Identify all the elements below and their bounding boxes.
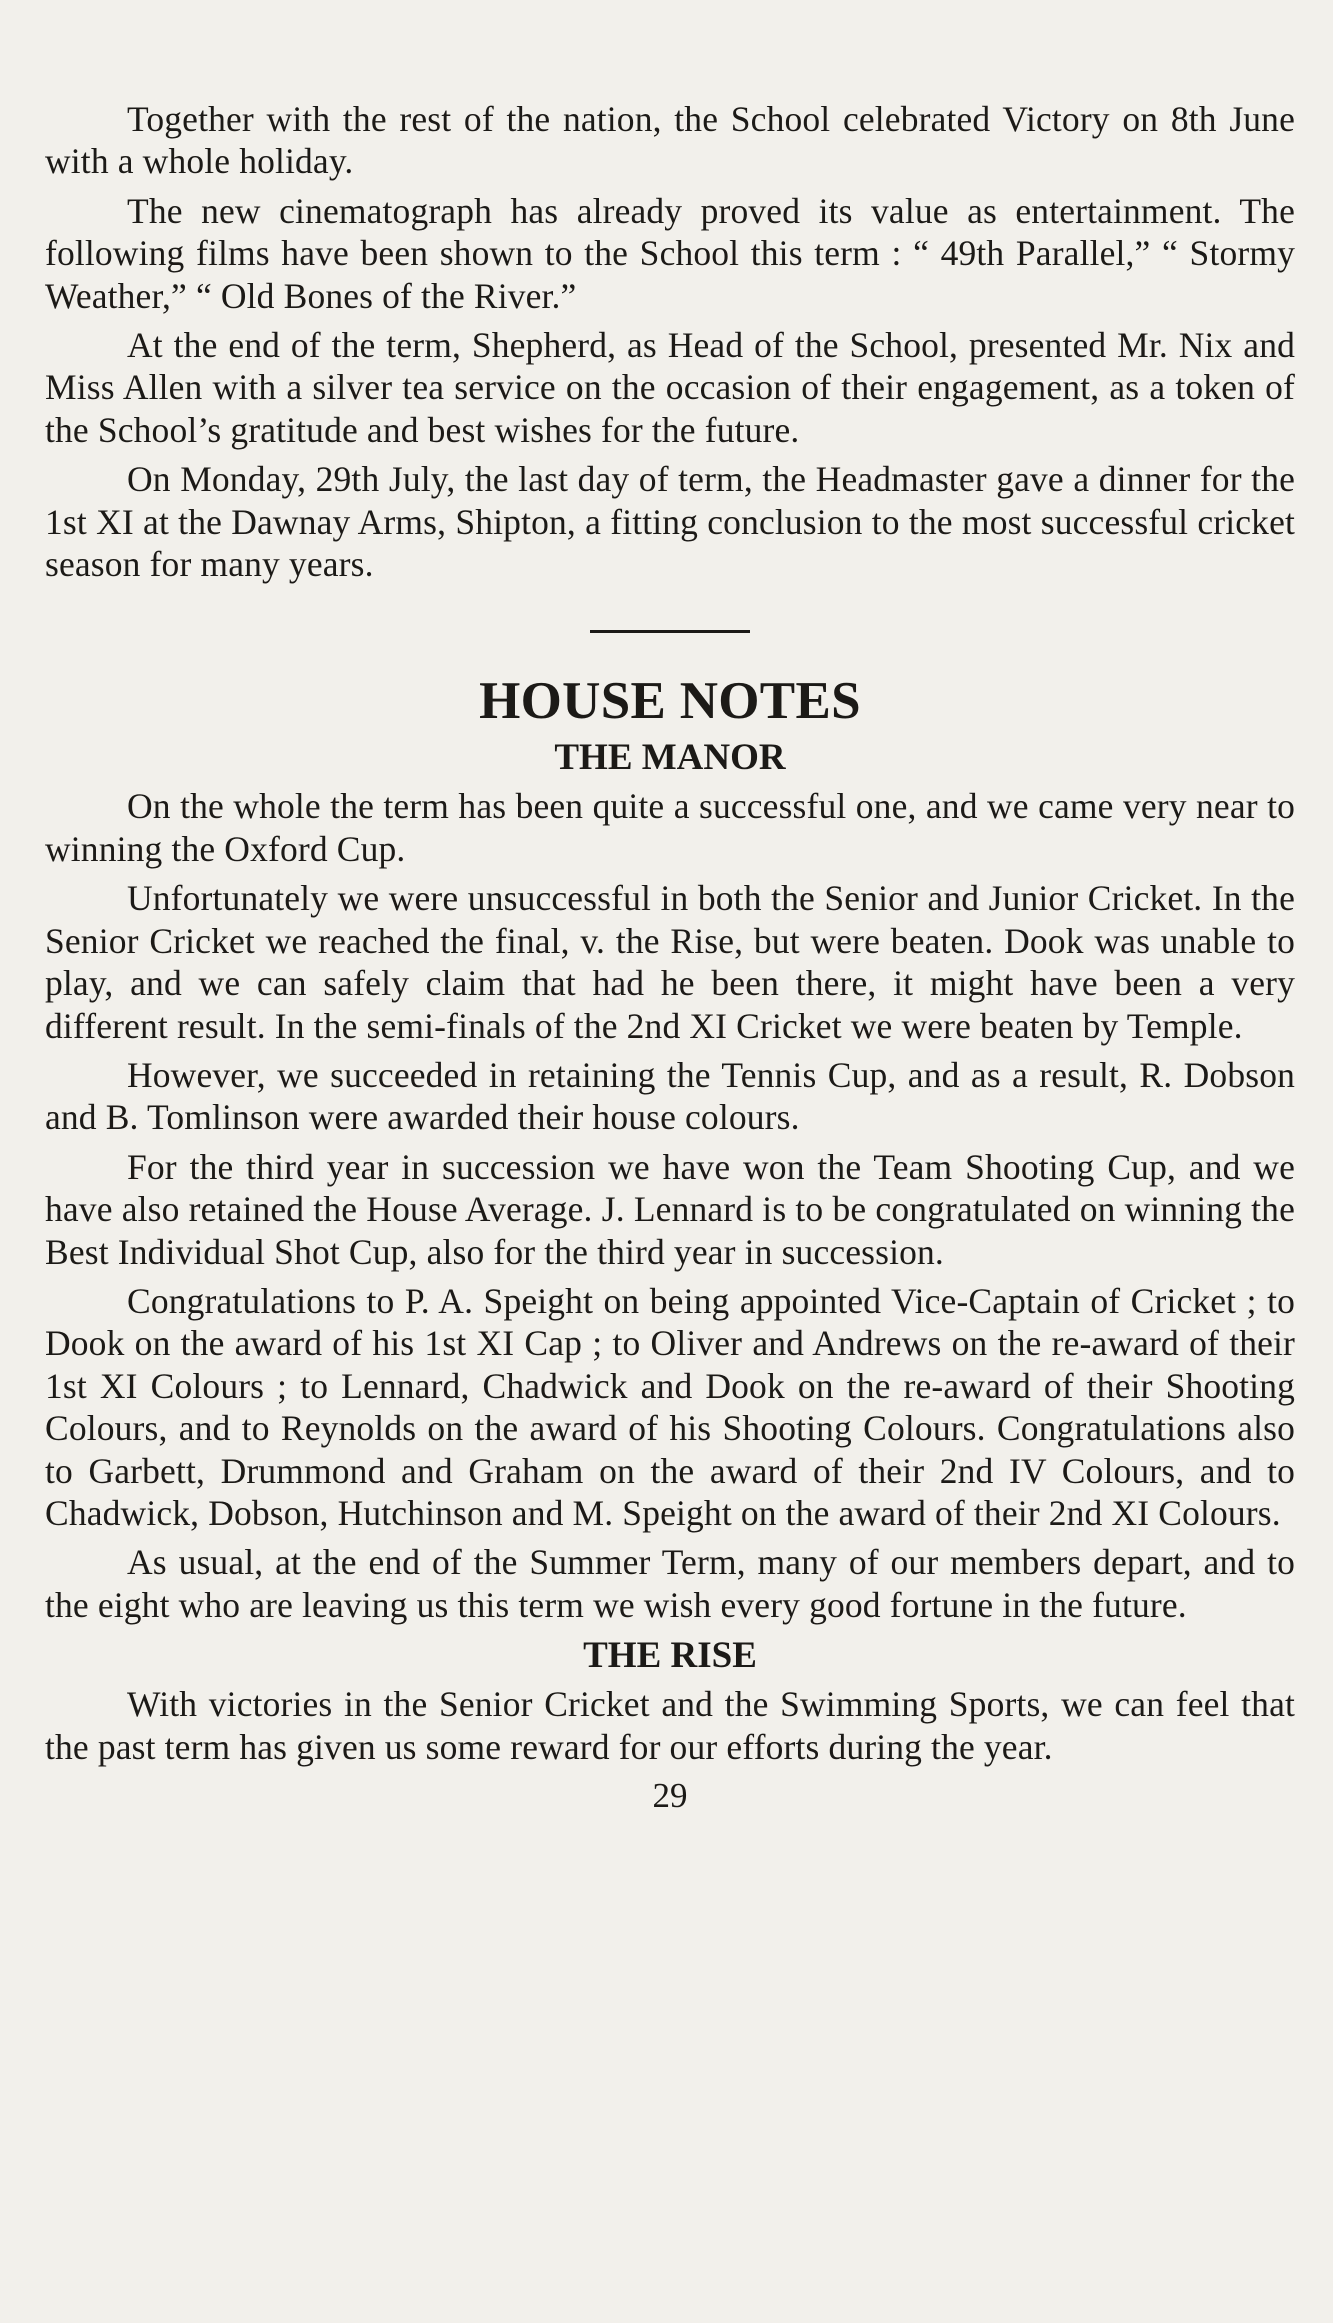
text-column <box>45 98 1295 1817</box>
manor-paragraph: However, we succeeded in retaining the Tennis Cup, and as a result, R. Dobson and B. Tomlinson were awarded their house colours. <box>45 1054 1295 1138</box>
page-number: 29 <box>652 1776 688 1815</box>
manor-paragraph: Congratulations to P. A. Speight on being appointed Vice-Captain of Cricket ; to Dook on the award of his 1st XI Cap ; to Oliver and Andrews on the re-award of their 1st XI Colours ; to Lennard, Chadwick and Dook on the re-award of their Shooting Colours, and to Reynolds on the award of his Shooting Colours. Congratulations also to Garbett, Drummond and Graham on the award of their 2nd IV Colours, and to Chadwick, Dobson, Hutchinson and M. Speight on the award of their 2nd XI Colours. <box>45 1280 1295 1533</box>
section-divider <box>590 630 750 633</box>
rise-section-title: THE RISE <box>583 1635 757 1677</box>
intro-paragraph-victory: Together with the rest of the nation, the School celebrated Victory on 8th June with a whole holiday. <box>45 99 1295 182</box>
manor-paragraph: For the third year in succession we have won the Team Shooting Cup, and we have also retained the House Average. J. Lennard is to be congratulated on winning the Best Individual Shot Cup, also for the third year in succession. <box>45 1146 1295 1272</box>
intro-paragraph-dinner: On Monday, 29th July, the last day of term, the Headmaster gave a dinner for the 1st XI at the Dawnay Arms, Shipton, a fitting conclusion to the most successful cricket season for many years. <box>45 459 1295 585</box>
house-notes-title: HOUSE NOTES <box>479 672 861 731</box>
intro-paragraph-cinematograph: The new cinematograph has already proved its value as entertainment. The following films have been shown to the School this term : “ 49th Parallel,” “ Stormy Weather,” “ Old Bones of the River.” <box>45 190 1295 316</box>
manor-paragraph: On the whole the term has been quite a successful one, and we came very near to winning the Oxford Cup. <box>45 786 1295 869</box>
manor-section-title: THE MANOR <box>554 737 786 779</box>
rise-paragraph: With victories in the Senior Cricket and the Swimming Sports, we can feel that the past term has given us some reward for our efforts during the year. <box>45 1684 1295 1767</box>
manor-paragraph: As usual, at the end of the Summer Term, many of our members depart, and to the eight who are leaving us this term we wish every good fortune in the future. <box>45 1542 1295 1625</box>
intro-paragraph-tea-service: At the end of the term, Shepherd, as Head of the School, presented Mr. Nix and Miss Allen with a silver tea service on the occasion of their engagement, as a token of the School’s gratitude and best wishes for the future. <box>45 325 1295 450</box>
manor-paragraph: Unfortunately we were unsuccessful in both the Senior and Junior Cricket. In the Senior Cricket we reached the final, v. the Rise, but were beaten. Dook was unable to play, and we can safely claim that had he been there, it might have been a very different result. In the semi-finals of the 2nd XI Cricket we were beaten by Temple. <box>45 878 1295 1046</box>
